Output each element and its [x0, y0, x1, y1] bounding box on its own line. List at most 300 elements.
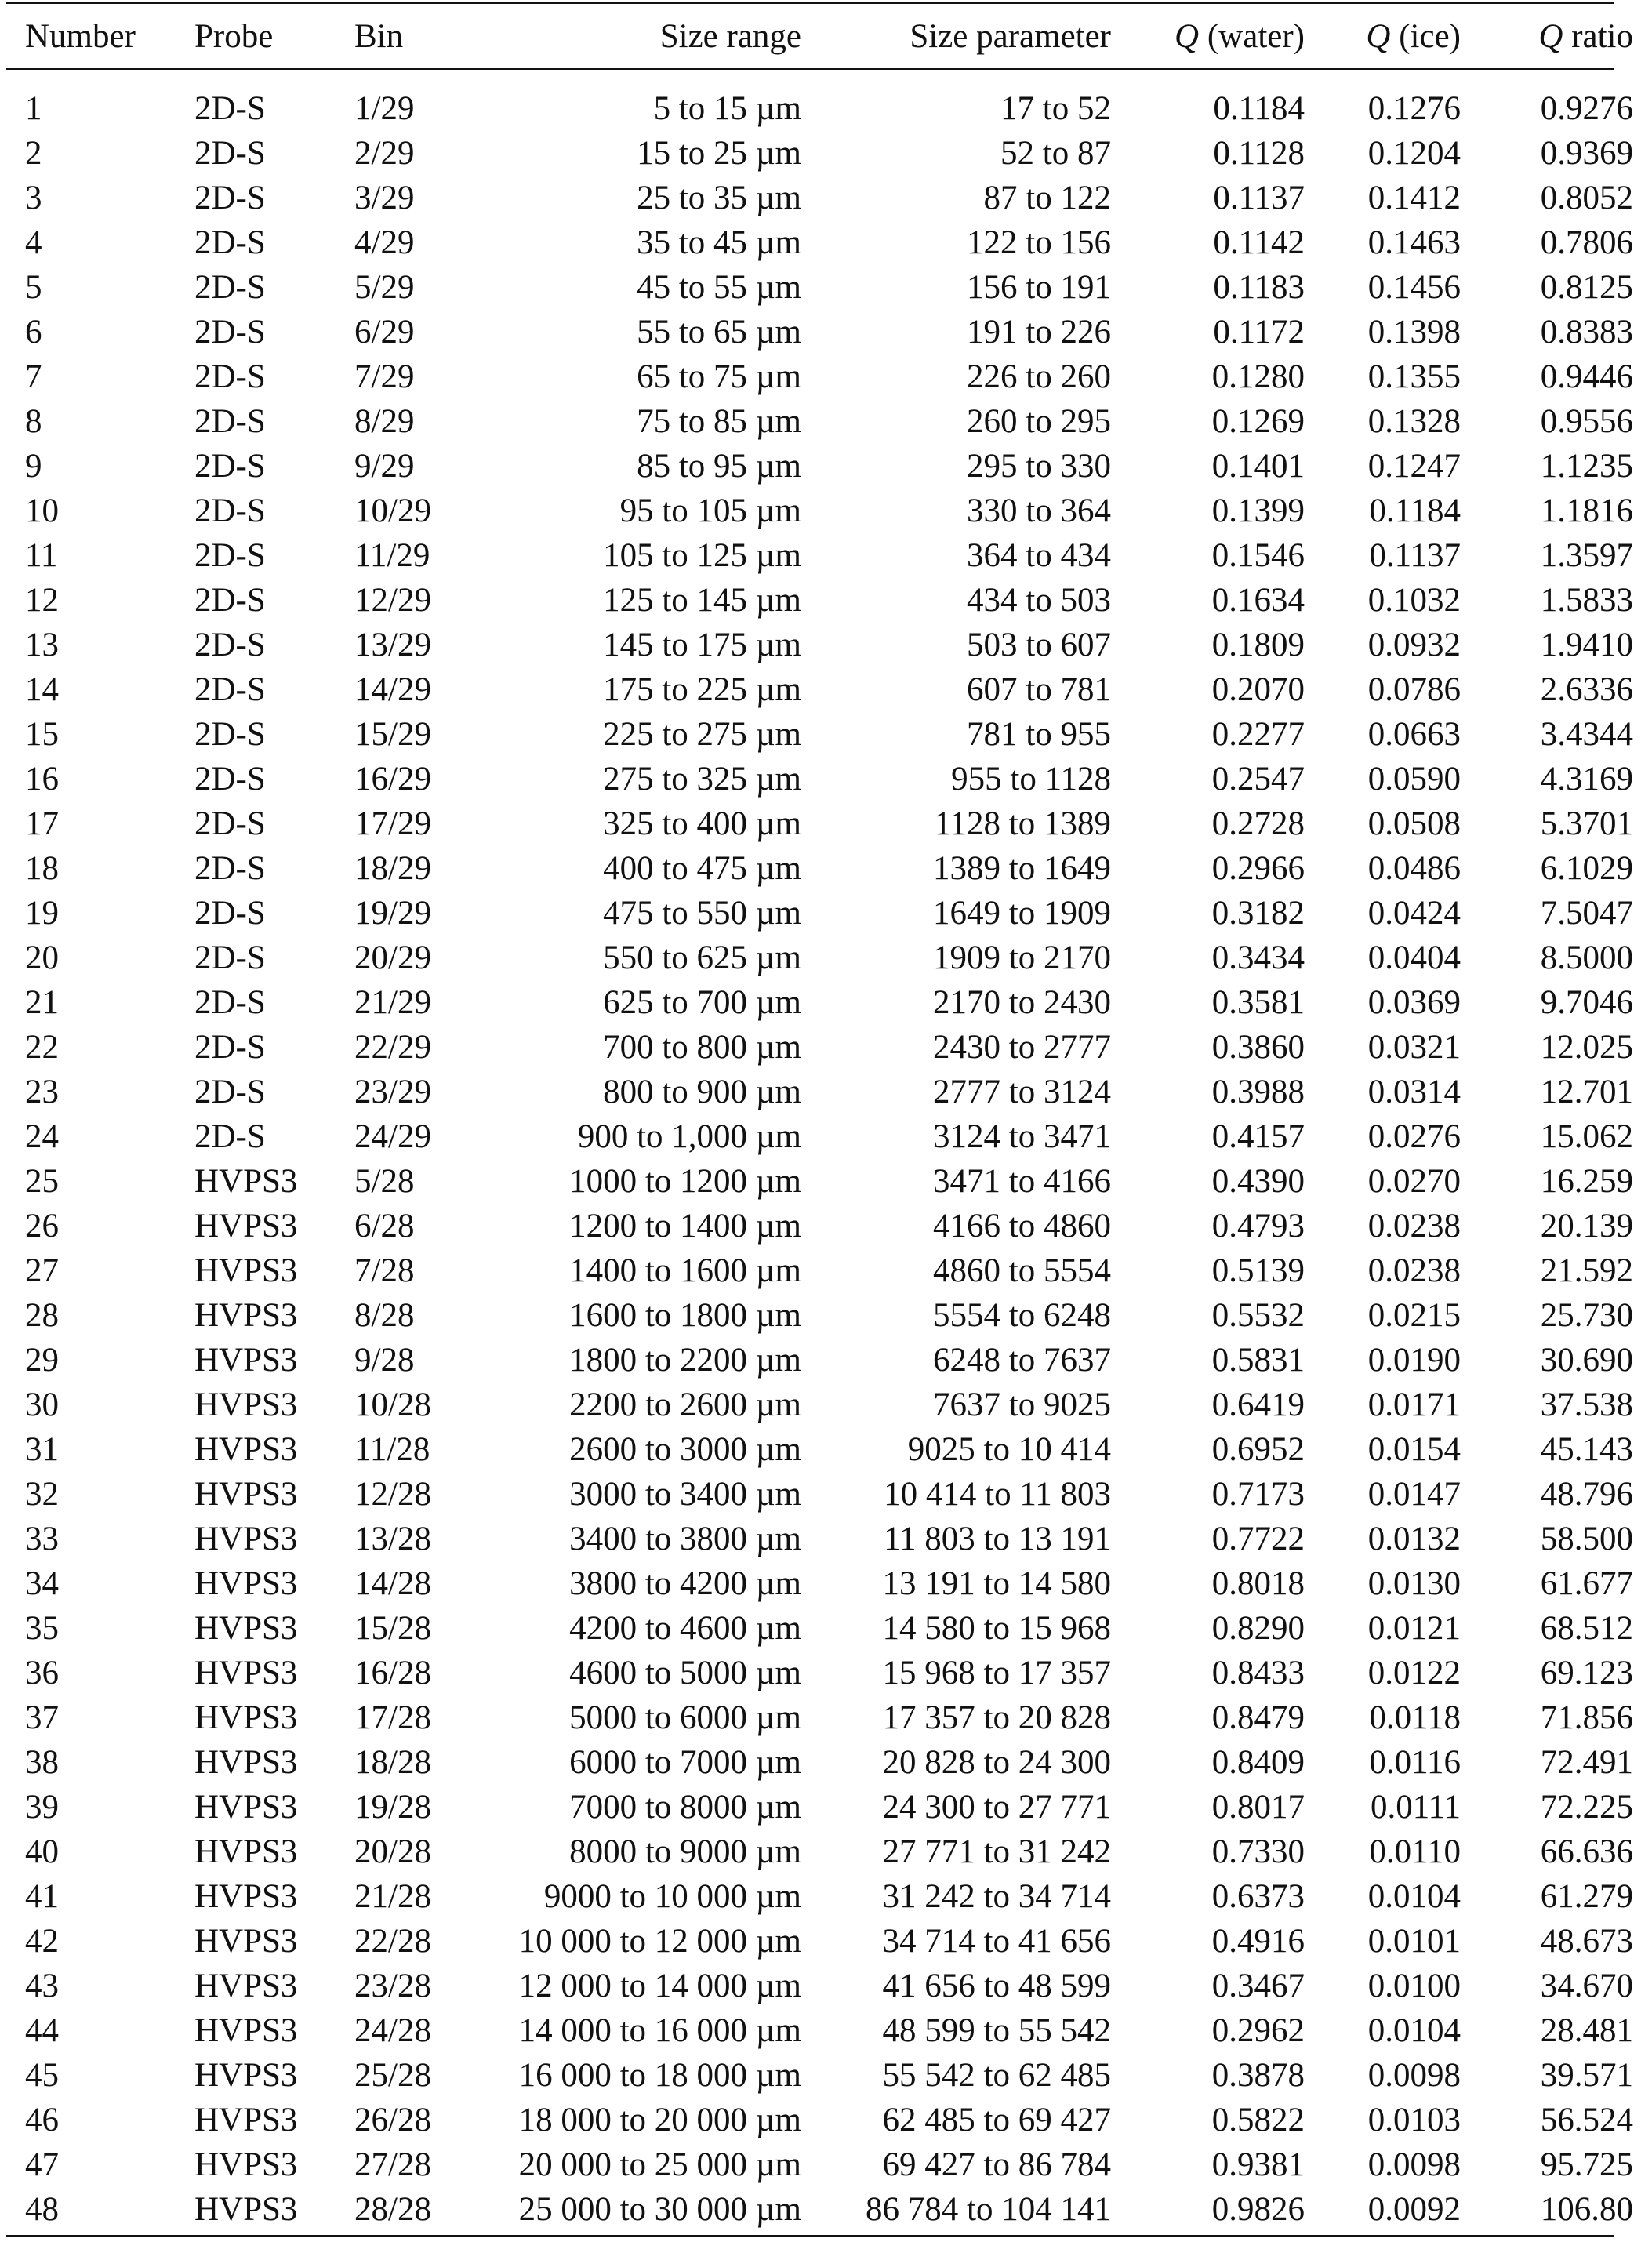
cell-number: 28: [25, 1297, 59, 1334]
cell-q-water: 0.1399: [1211, 492, 1305, 529]
table-row: [6, 1114, 1652, 1159]
cell-size-range: 75 to 85 µm: [637, 403, 801, 440]
cell-size-parameter: 10 414 to 11 803: [884, 1476, 1111, 1513]
cell-size-range: 800 to 900 µm: [603, 1074, 801, 1110]
cell-number: 11: [25, 537, 58, 574]
cell-q-water: 0.5139: [1211, 1252, 1305, 1289]
cell-q-ratio: 0.9446: [1540, 358, 1633, 395]
cell-size-parameter: 7637 to 9025: [933, 1386, 1111, 1423]
cell-q-water: 0.3434: [1211, 939, 1305, 976]
cell-size-range: 175 to 225 µm: [603, 671, 801, 708]
cell-number: 36: [25, 1655, 59, 1691]
cell-number: 35: [25, 1610, 59, 1647]
cell-size-parameter: 503 to 607: [967, 627, 1111, 663]
cell-q-ratio: 69.123: [1540, 1655, 1633, 1691]
cell-size-range: 1200 to 1400 µm: [569, 1208, 801, 1245]
cell-size-range: 700 to 800 µm: [603, 1029, 801, 1066]
cell-size-parameter: 13 191 to 14 580: [882, 1565, 1111, 1602]
cell-q-water: 0.4390: [1211, 1163, 1305, 1200]
cell-size-parameter: 5554 to 6248: [933, 1297, 1111, 1334]
cell-q-ratio: 25.730: [1540, 1297, 1633, 1334]
cell-q-ratio: 0.8052: [1540, 180, 1633, 216]
cell-q-ice: 0.0111: [1370, 1789, 1461, 1826]
cell-size-range: 6000 to 7000 µm: [569, 1744, 801, 1781]
cell-number: 7: [25, 358, 42, 395]
bottom-rule: [6, 2235, 1614, 2237]
cell-bin: 23/28: [354, 1968, 431, 2004]
cell-number: 42: [25, 1923, 59, 1960]
cell-q-water: 0.1184: [1213, 90, 1305, 127]
cell-q-water: 0.8018: [1211, 1565, 1305, 1602]
cell-size-parameter: 1389 to 1649: [933, 850, 1111, 887]
cell-bin: 10/29: [354, 492, 431, 529]
cell-q-ratio: 6.1029: [1540, 850, 1633, 887]
cell-size-parameter: 55 542 to 62 485: [882, 2057, 1111, 2094]
cell-q-ratio: 45.143: [1540, 1431, 1633, 1468]
cell-size-range: 550 to 625 µm: [603, 939, 801, 976]
cell-q-water: 0.2547: [1211, 761, 1305, 798]
cell-size-range: 3400 to 3800 µm: [569, 1521, 801, 1557]
cell-number: 24: [25, 1118, 59, 1155]
cell-q-water: 0.2277: [1211, 716, 1305, 753]
cell-size-range: 275 to 325 µm: [603, 761, 801, 798]
cell-bin: 26/28: [354, 2102, 431, 2138]
table-row: [6, 1472, 1652, 1517]
table-row: [6, 623, 1652, 667]
cell-q-ice: 0.0104: [1367, 2012, 1461, 2049]
cell-q-ice: 0.0110: [1369, 1833, 1461, 1870]
table-row: [6, 1740, 1652, 1785]
cell-q-ratio: 15.062: [1540, 1118, 1633, 1155]
cell-q-ratio: 1.5833: [1540, 582, 1633, 619]
cell-q-ice: 0.0171: [1367, 1386, 1461, 1423]
cell-q-water: 0.3860: [1211, 1029, 1305, 1066]
cell-bin: 5/28: [354, 1163, 415, 1200]
cell-size-parameter: 17 357 to 20 828: [882, 1699, 1111, 1736]
cell-size-range: 325 to 400 µm: [603, 805, 801, 842]
table-row: [6, 1695, 1652, 1740]
table-row: [6, 1159, 1652, 1204]
cell-size-parameter: 3124 to 3471: [933, 1118, 1111, 1155]
cell-size-parameter: 295 to 330: [967, 448, 1111, 485]
cell-q-ice: 0.0122: [1367, 1655, 1461, 1691]
cell-q-ice: 0.1276: [1367, 90, 1461, 127]
cell-q-water: 0.1128: [1213, 135, 1305, 172]
cell-q-ratio: 56.524: [1540, 2102, 1633, 2138]
cell-q-water: 0.1280: [1211, 358, 1305, 395]
cell-size-parameter: 260 to 295: [967, 403, 1111, 440]
cell-size-parameter: 781 to 955: [967, 716, 1111, 753]
cell-probe: HVPS3: [194, 2057, 298, 2094]
cell-bin: 22/28: [354, 1923, 431, 1960]
q-symbol: Q: [1175, 17, 1200, 55]
table-row: [6, 667, 1652, 712]
cell-probe: HVPS3: [194, 2191, 298, 2228]
cell-q-ratio: 95.725: [1540, 2146, 1633, 2183]
cell-bin: 21/28: [354, 1878, 431, 1915]
cell-size-parameter: 4860 to 5554: [933, 1252, 1111, 1289]
table-row: [6, 712, 1652, 757]
cell-q-ice: 0.0092: [1367, 2191, 1461, 2228]
header-q-ratio: [1461, 4, 1652, 68]
cell-q-ratio: 0.8125: [1540, 269, 1633, 306]
cell-bin: 20/28: [354, 1833, 431, 1870]
header-gap: [6, 68, 1652, 86]
cell-size-parameter: 2170 to 2430: [933, 984, 1111, 1021]
cell-q-ice: 0.0369: [1367, 984, 1461, 1021]
cell-q-ice: 0.0786: [1367, 671, 1461, 708]
cell-number: 45: [25, 2057, 59, 2094]
cell-probe: 2D-S: [194, 448, 266, 485]
cell-bin: 14/28: [354, 1565, 431, 1602]
cell-q-ice: 0.0486: [1367, 850, 1461, 887]
cell-q-ice: 0.0104: [1367, 1878, 1461, 1915]
table-row: [6, 265, 1652, 310]
table-row: [6, 310, 1652, 354]
header-number: Number: [25, 17, 136, 55]
cell-q-ratio: 72.225: [1540, 1789, 1633, 1826]
cell-bin: 8/29: [354, 403, 415, 440]
cell-q-ratio: 68.512: [1540, 1610, 1633, 1647]
cell-q-ice: 0.1398: [1367, 314, 1461, 351]
cell-bin: 21/29: [354, 984, 431, 1021]
q-ratio-label: ratio: [1571, 17, 1633, 55]
table-row: [6, 578, 1652, 623]
cell-probe: HVPS3: [194, 1297, 298, 1334]
table-row: [6, 1248, 1652, 1293]
cell-q-ratio: 3.4344: [1540, 716, 1633, 753]
cell-q-ice: 0.0121: [1367, 1610, 1461, 1647]
cell-probe: 2D-S: [194, 90, 266, 127]
cell-q-ratio: 12.701: [1540, 1074, 1633, 1110]
cell-number: 26: [25, 1208, 59, 1245]
cell-q-ratio: 5.3701: [1540, 805, 1633, 842]
cell-number: 14: [25, 671, 59, 708]
cell-q-ice: 0.1328: [1367, 403, 1461, 440]
cell-q-water: 0.4793: [1211, 1208, 1305, 1245]
cell-size-range: 225 to 275 µm: [603, 716, 801, 753]
table-row: [6, 533, 1652, 578]
cell-number: 13: [25, 627, 59, 663]
table-row: [6, 1964, 1652, 2008]
cell-q-ice: 0.0098: [1367, 2057, 1461, 2094]
cell-q-water: 0.8017: [1211, 1789, 1305, 1826]
cell-probe: HVPS3: [194, 1699, 298, 1736]
cell-probe: 2D-S: [194, 716, 266, 753]
cell-size-parameter: 14 580 to 15 968: [882, 1610, 1111, 1647]
cell-probe: 2D-S: [194, 224, 266, 261]
cell-size-range: 12 000 to 14 000 µm: [518, 1968, 801, 2004]
cell-bin: 17/29: [354, 805, 431, 842]
cell-size-parameter: 15 968 to 17 357: [882, 1655, 1111, 1691]
cell-probe: 2D-S: [194, 895, 266, 932]
cell-q-water: 0.6419: [1211, 1386, 1305, 1423]
cell-probe: 2D-S: [194, 358, 266, 395]
cell-q-water: 0.9826: [1211, 2191, 1305, 2228]
cell-bin: 28/28: [354, 2191, 431, 2228]
cell-q-ratio: 39.571: [1540, 2057, 1633, 2094]
cell-size-range: 4200 to 4600 µm: [569, 1610, 801, 1647]
cell-bin: 11/28: [354, 1431, 430, 1468]
cell-size-parameter: 156 to 191: [967, 269, 1111, 306]
cell-q-ice: 0.1032: [1367, 582, 1461, 619]
cell-q-ice: 0.0100: [1367, 1968, 1461, 2004]
cell-size-parameter: 330 to 364: [967, 492, 1111, 529]
cell-probe: HVPS3: [194, 1744, 298, 1781]
cell-q-ice: 0.1137: [1369, 537, 1461, 574]
cell-q-water: 0.3467: [1211, 1968, 1305, 2004]
cell-q-water: 0.7722: [1211, 1521, 1305, 1557]
cell-probe: 2D-S: [194, 269, 266, 306]
cell-q-ice: 0.0101: [1367, 1923, 1461, 1960]
cell-number: 25: [25, 1163, 59, 1200]
cell-q-water: 0.2962: [1211, 2012, 1305, 2049]
table-row: [6, 220, 1652, 265]
cell-q-water: 0.1183: [1213, 269, 1305, 306]
cell-bin: 20/29: [354, 939, 431, 976]
table-row: [6, 1070, 1652, 1114]
table-row: [6, 980, 1652, 1025]
cell-q-ice: 0.0116: [1369, 1744, 1461, 1781]
cell-q-water: 0.1142: [1213, 224, 1305, 261]
cell-size-parameter: 87 to 122: [983, 180, 1111, 216]
cell-bin: 16/29: [354, 761, 431, 798]
cell-q-ratio: 0.9556: [1540, 403, 1633, 440]
cell-q-ratio: 9.7046: [1540, 984, 1633, 1021]
cell-number: 30: [25, 1386, 59, 1423]
cell-number: 32: [25, 1476, 59, 1513]
cell-q-ice: 0.1456: [1367, 269, 1461, 306]
cell-size-range: 85 to 95 µm: [637, 448, 801, 485]
cell-q-ice: 0.1247: [1367, 448, 1461, 485]
header-size-parameter: Size parameter: [910, 17, 1111, 55]
cell-size-range: 145 to 175 µm: [603, 627, 801, 663]
cell-bin: 12/28: [354, 1476, 431, 1513]
cell-q-water: 0.1546: [1211, 537, 1305, 574]
cell-size-range: 35 to 45 µm: [637, 224, 801, 261]
cell-q-ice: 0.0238: [1367, 1208, 1461, 1245]
cell-size-range: 14 000 to 16 000 µm: [518, 2012, 801, 2049]
cell-q-ratio: 48.796: [1540, 1476, 1633, 1513]
cell-bin: 7/29: [354, 358, 415, 395]
cell-size-parameter: 364 to 434: [967, 537, 1111, 574]
table-row: [6, 1919, 1652, 1964]
cell-q-ice: 0.0404: [1367, 939, 1461, 976]
cell-bin: 19/29: [354, 895, 431, 932]
cell-probe: 2D-S: [194, 492, 266, 529]
cell-bin: 23/29: [354, 1074, 431, 1110]
cell-bin: 10/28: [354, 1386, 431, 1423]
table-row: [6, 1874, 1652, 1919]
cell-size-parameter: 226 to 260: [967, 358, 1111, 395]
cell-size-range: 3800 to 4200 µm: [569, 1565, 801, 1602]
cell-q-water: 0.1269: [1211, 403, 1305, 440]
cell-q-water: 0.2070: [1211, 671, 1305, 708]
cell-size-range: 125 to 145 µm: [603, 582, 801, 619]
cell-size-range: 1600 to 1800 µm: [569, 1297, 801, 1334]
cell-q-water: 0.3988: [1211, 1074, 1305, 1110]
table-row: [6, 1517, 1652, 1561]
cell-q-ice: 0.0590: [1367, 761, 1461, 798]
cell-q-water: 0.4157: [1211, 1118, 1305, 1155]
table-row: [6, 846, 1652, 891]
cell-q-ice: 0.0508: [1367, 805, 1461, 842]
cell-size-parameter: 31 242 to 34 714: [882, 1878, 1111, 1915]
cell-q-ice: 0.0314: [1367, 1074, 1461, 1110]
cell-probe: 2D-S: [194, 939, 266, 976]
cell-number: 18: [25, 850, 59, 887]
cell-number: 38: [25, 1744, 59, 1781]
cell-probe: 2D-S: [194, 671, 266, 708]
cell-size-range: 3000 to 3400 µm: [569, 1476, 801, 1513]
cell-number: 10: [25, 492, 59, 529]
cell-probe: HVPS3: [194, 2146, 298, 2183]
table-row: [6, 131, 1652, 176]
cell-number: 2: [25, 135, 42, 172]
cell-size-range: 5000 to 6000 µm: [569, 1699, 801, 1736]
cell-probe: 2D-S: [194, 403, 266, 440]
cell-bin: 13/29: [354, 627, 431, 663]
cell-bin: 3/29: [354, 180, 415, 216]
header-row: [6, 4, 1652, 68]
cell-number: 29: [25, 1342, 59, 1379]
size-bin-table: [6, 4, 1652, 2232]
cell-size-parameter: 3471 to 4166: [933, 1163, 1111, 1200]
cell-q-ratio: 16.259: [1540, 1163, 1633, 1200]
cell-probe: HVPS3: [194, 1789, 298, 1826]
cell-bin: 14/29: [354, 671, 431, 708]
cell-number: 12: [25, 582, 59, 619]
cell-q-ratio: 58.500: [1540, 1521, 1633, 1557]
cell-size-parameter: 1649 to 1909: [933, 895, 1111, 932]
cell-bin: 7/28: [354, 1252, 415, 1289]
cell-probe: HVPS3: [194, 1565, 298, 1602]
table-row: [6, 1830, 1652, 1874]
cell-number: 15: [25, 716, 59, 753]
cell-probe: 2D-S: [194, 984, 266, 1021]
cell-q-ratio: 72.491: [1540, 1744, 1633, 1781]
cell-q-ratio: 1.9410: [1540, 627, 1633, 663]
cell-size-parameter: 9025 to 10 414: [907, 1431, 1111, 1468]
cell-probe: HVPS3: [194, 1923, 298, 1960]
cell-q-ice: 0.0154: [1367, 1431, 1461, 1468]
cell-probe: HVPS3: [194, 1521, 298, 1557]
cell-q-ratio: 106.80: [1540, 2191, 1633, 2228]
cell-size-parameter: 955 to 1128: [951, 761, 1111, 798]
cell-probe: 2D-S: [194, 1118, 266, 1155]
cell-number: 8: [25, 403, 42, 440]
cell-probe: HVPS3: [194, 1476, 298, 1513]
cell-q-ratio: 1.1235: [1540, 448, 1633, 485]
cell-q-water: 0.1401: [1211, 448, 1305, 485]
q-symbol: Q: [1538, 17, 1563, 55]
cell-number: 17: [25, 805, 59, 842]
cell-number: 40: [25, 1833, 59, 1870]
cell-q-water: 0.8290: [1211, 1610, 1305, 1647]
cell-q-ice: 0.0321: [1367, 1029, 1461, 1066]
cell-bin: 6/29: [354, 314, 415, 351]
cell-probe: HVPS3: [194, 2012, 298, 2049]
cell-bin: 24/29: [354, 1118, 431, 1155]
cell-size-range: 95 to 105 µm: [619, 492, 801, 529]
cell-size-parameter: 1128 to 1389: [934, 805, 1111, 842]
table-row: [6, 1427, 1652, 1472]
spacer-row: [6, 68, 1652, 86]
cell-size-range: 4600 to 5000 µm: [569, 1655, 801, 1691]
cell-number: 22: [25, 1029, 59, 1066]
cell-bin: 18/29: [354, 850, 431, 887]
cell-bin: 19/28: [354, 1789, 431, 1826]
cell-number: 34: [25, 1565, 59, 1602]
cell-q-ice: 0.1463: [1367, 224, 1461, 261]
cell-q-ratio: 0.8383: [1540, 314, 1633, 351]
cell-q-ratio: 4.3169: [1540, 761, 1633, 798]
cell-number: 48: [25, 2191, 59, 2228]
table-row: [6, 2098, 1652, 2142]
header-size-range: Size range: [659, 17, 801, 55]
cell-probe: 2D-S: [194, 314, 266, 351]
cell-number: 20: [25, 939, 59, 976]
cell-size-range: 1400 to 1600 µm: [569, 1252, 801, 1289]
cell-q-water: 0.1137: [1213, 180, 1305, 216]
cell-number: 5: [25, 269, 42, 306]
cell-size-range: 25 000 to 30 000 µm: [518, 2191, 801, 2228]
cell-number: 33: [25, 1521, 59, 1557]
cell-q-water: 0.9381: [1211, 2146, 1305, 2183]
table-row: [6, 936, 1652, 980]
table-row: [6, 2187, 1652, 2232]
cell-number: 19: [25, 895, 59, 932]
cell-bin: 13/28: [354, 1521, 431, 1557]
cell-q-water: 0.3182: [1211, 895, 1305, 932]
cell-q-ratio: 30.690: [1540, 1342, 1633, 1379]
cell-size-range: 7000 to 8000 µm: [569, 1789, 801, 1826]
cell-size-range: 625 to 700 µm: [603, 984, 801, 1021]
cell-size-parameter: 27 771 to 31 242: [882, 1833, 1111, 1870]
cell-number: 16: [25, 761, 59, 798]
cell-size-parameter: 20 828 to 24 300: [882, 1744, 1111, 1781]
cell-q-water: 0.3878: [1211, 2057, 1305, 2094]
cell-q-ice: 0.0103: [1367, 2102, 1461, 2138]
cell-probe: HVPS3: [194, 1252, 298, 1289]
header-probe: Probe: [194, 17, 274, 55]
table-row: [6, 1383, 1652, 1427]
cell-size-parameter: 69 427 to 86 784: [882, 2146, 1111, 2183]
cell-q-ice: 0.0663: [1367, 716, 1461, 753]
cell-probe: HVPS3: [194, 1431, 298, 1468]
header-q-ice: [1305, 4, 1461, 68]
cell-q-ice: 0.0118: [1369, 1699, 1461, 1736]
cell-number: 4: [25, 224, 42, 261]
q-symbol: Q: [1366, 17, 1391, 55]
cell-size-parameter: 41 656 to 48 599: [882, 1968, 1111, 2004]
table-header: [6, 4, 1652, 68]
table-row: [6, 2142, 1652, 2187]
cell-q-water: 0.6952: [1211, 1431, 1305, 1468]
cell-q-ice: 0.0132: [1367, 1521, 1461, 1557]
table-row: [6, 354, 1652, 399]
header-bin: Bin: [354, 17, 404, 55]
cell-probe: HVPS3: [194, 1342, 298, 1379]
cell-size-parameter: 24 300 to 27 771: [882, 1789, 1111, 1826]
cell-probe: 2D-S: [194, 537, 266, 574]
cell-q-ice: 0.0130: [1367, 1565, 1461, 1602]
cell-probe: HVPS3: [194, 1968, 298, 2004]
cell-q-water: 0.7330: [1211, 1833, 1305, 1870]
cell-q-water: 0.1809: [1211, 627, 1305, 663]
cell-q-ice: 0.0276: [1367, 1118, 1461, 1155]
table-row: [6, 176, 1652, 220]
